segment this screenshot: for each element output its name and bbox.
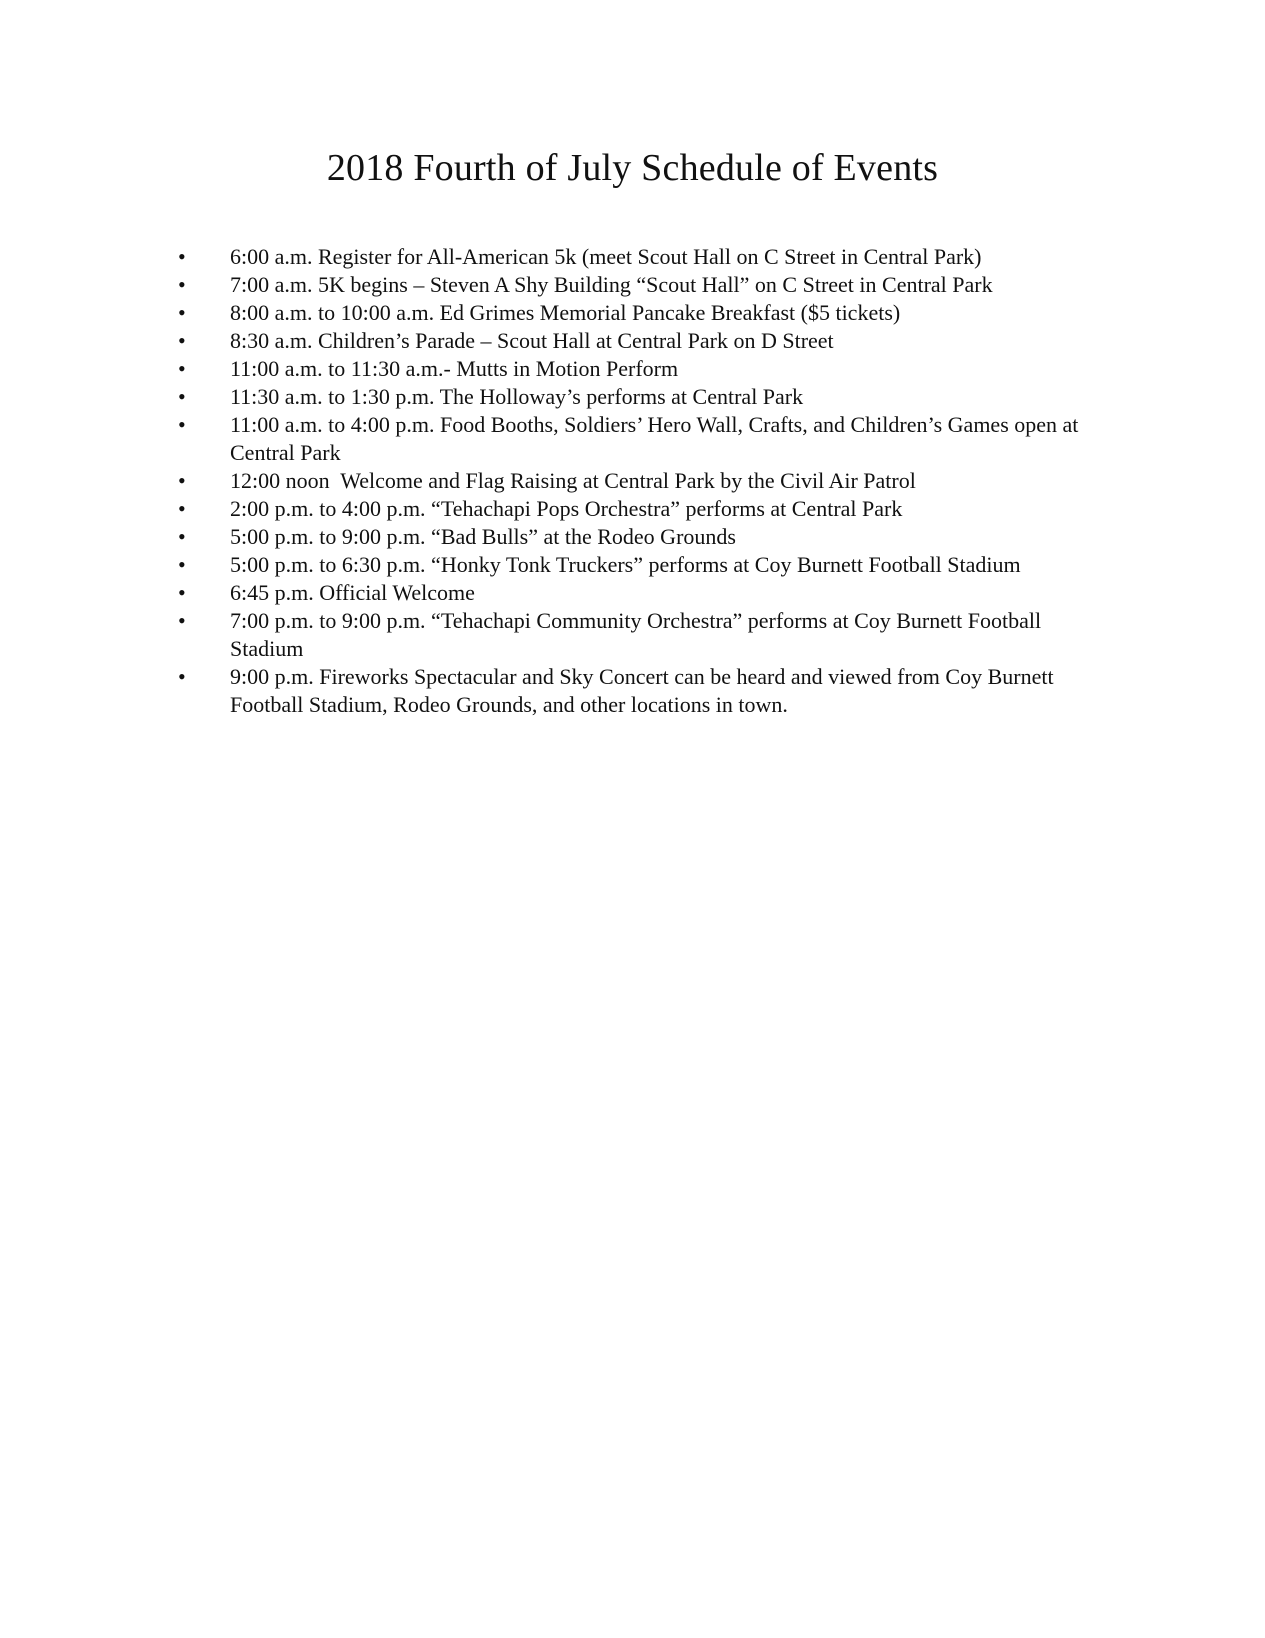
event-text: 8:30 a.m. Children’s Parade – Scout Hall at Central Park on D Street (230, 328, 834, 353)
list-item (178, 467, 1118, 495)
event-text: 11:00 a.m. to 11:30 a.m.- Mutts in Motion Perform (230, 356, 679, 381)
bullet-icon: • (178, 468, 186, 493)
bullet-icon: • (178, 272, 186, 297)
event-text: 11:30 a.m. to 1:30 p.m. The Holloway’s performs at Central Park (230, 384, 804, 409)
list-item (178, 579, 1118, 607)
list-item (178, 327, 1118, 355)
event-text: 6:45 p.m. Official Welcome (230, 580, 475, 605)
event-text: 7:00 p.m. to 9:00 p.m. “Tehachapi Community Orchestra” performs at Coy Burnett Football Stadium (230, 608, 1047, 661)
bullet-icon: • (178, 496, 186, 521)
bullet-icon: • (178, 552, 186, 577)
event-text: 12:00 noon Welcome and Flag Raising at Central Park by the Civil Air Patrol (230, 468, 916, 493)
event-list (178, 243, 1118, 719)
list-item (178, 411, 1118, 467)
event-text: 5:00 p.m. to 9:00 p.m. “Bad Bulls” at the Rodeo Grounds (230, 524, 736, 549)
bullet-icon: • (178, 244, 186, 269)
bullet-icon: • (178, 664, 186, 689)
bullet-icon: • (178, 356, 186, 381)
list-item (178, 299, 1118, 327)
event-text: 5:00 p.m. to 6:30 p.m. “Honky Tonk Truckers” performs at Coy Burnett Football Stadium (230, 552, 1021, 577)
bullet-icon: • (178, 608, 186, 633)
bullet-icon: • (178, 524, 186, 549)
list-item (178, 243, 1118, 271)
list-item (178, 551, 1118, 579)
event-text: 2:00 p.m. to 4:00 p.m. “Tehachapi Pops Orchestra” performs at Central Park (230, 496, 903, 521)
list-item (178, 383, 1118, 411)
event-text: 9:00 p.m. Fireworks Spectacular and Sky Concert can be heard and viewed from Coy Burnett Football Stadium, Rodeo Grounds, and other locations in town. (230, 664, 1060, 717)
list-item (178, 355, 1118, 383)
list-item (178, 607, 1118, 663)
bullet-icon: • (178, 412, 186, 437)
list-item (178, 523, 1118, 551)
list-item (178, 495, 1118, 523)
event-text: 6:00 a.m. Register for All-American 5k (meet Scout Hall on C Street in Central Park) (230, 244, 982, 269)
event-text: 7:00 a.m. 5K begins – Steven A Shy Building “Scout Hall” on C Street in Central Park (230, 272, 993, 297)
bullet-icon: • (178, 580, 186, 605)
list-item (178, 663, 1118, 719)
bullet-icon: • (178, 328, 186, 353)
bullet-icon: • (178, 300, 186, 325)
bullet-icon: • (178, 384, 186, 409)
event-text: 11:00 a.m. to 4:00 p.m. Food Booths, Soldiers’ Hero Wall, Crafts, and Children’s Games open at Central Park (230, 412, 1084, 465)
event-text: 8:00 a.m. to 10:00 a.m. Ed Grimes Memorial Pancake Breakfast ($5 tickets) (230, 300, 901, 325)
list-item (178, 271, 1118, 299)
page-title: 2018 Fourth of July Schedule of Events (326, 147, 939, 189)
